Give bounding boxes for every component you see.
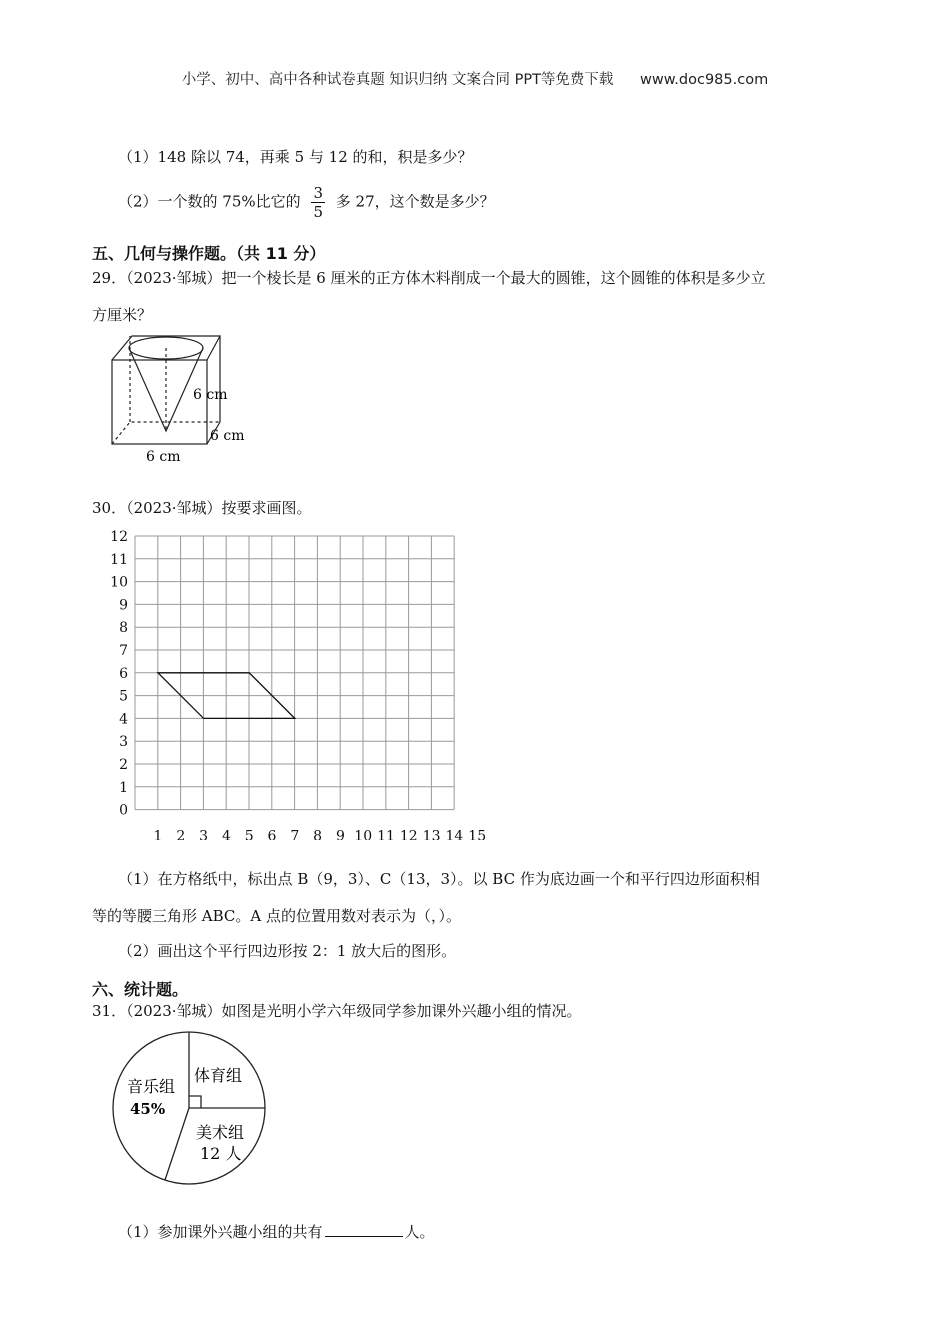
y-label: 10 [110, 574, 128, 591]
cube-hidden-edges [112, 422, 220, 444]
pie-chart [108, 1030, 273, 1190]
y-label: 6 [119, 665, 128, 682]
q28-part2 [118, 184, 495, 221]
y-label: 5 [119, 688, 128, 705]
x-label: 6 [267, 828, 277, 840]
x-label: 5 [244, 828, 254, 840]
q31-line1: 31．（2023·邹城）如图是光明小学六年级同学参加课外兴趣小组的情况。 [92, 1002, 582, 1020]
y-label: 2 [119, 757, 128, 773]
y-label: 12 [110, 529, 128, 545]
section-title-statistics: 六、统计题。 [92, 980, 189, 999]
q31-part1-after: 人。 [404, 1223, 435, 1241]
x-label: 1 [153, 828, 163, 840]
x-label: 2 [176, 828, 186, 840]
fraction-denominator: 5 [313, 203, 323, 221]
q31-part1-before: （1）参加课外兴趣小组的共有 [118, 1223, 323, 1241]
x-label: 8 [313, 828, 323, 840]
x-label: 7 [290, 828, 300, 840]
y-label: 8 [119, 620, 128, 637]
y-label: 9 [119, 597, 128, 614]
x-label: 15 [468, 828, 487, 840]
y-label: 11 [110, 551, 128, 568]
x-label: 4 [221, 828, 231, 840]
label-height: 6 cm [193, 387, 228, 403]
music-label: 音乐组 [127, 1077, 176, 1096]
cube-cone-figure [100, 330, 260, 470]
section-title-geometry: 五、几何与操作题。（共 11 分） [92, 244, 326, 263]
x-label: 9 [335, 828, 345, 840]
grid-paper[interactable] [100, 524, 500, 840]
x-axis-labels [154, 829, 487, 840]
page-header [0, 68, 950, 89]
y-label: 3 [119, 734, 128, 751]
label-width: 6 cm [146, 449, 181, 465]
x-label: 10 [354, 828, 373, 840]
header-title: 小学、初中、高中各种试卷真题 知识归纳 文案合同 PPT等免费下载 [181, 72, 614, 88]
y-axis-labels [110, 529, 128, 819]
sports-label: 体育组 [194, 1066, 243, 1085]
answer-blank[interactable] [325, 1220, 403, 1237]
y-label: 4 [119, 711, 128, 728]
music-percent: 45% [130, 1100, 166, 1118]
right-angle-mark [189, 1096, 201, 1108]
fraction [311, 184, 325, 221]
pie-divider-bottom [165, 1108, 189, 1180]
q31-part1 [118, 1220, 435, 1243]
y-label: 0 [119, 802, 128, 819]
x-label: 3 [199, 828, 209, 840]
q28-part2-after: 多 27，这个数是多少？ [335, 192, 495, 211]
q28-part2-before: （2）一个数的 75%比它的 [118, 192, 301, 211]
header-url[interactable]: www.doc985.com [640, 72, 769, 88]
q30-part1-line2: 等的等腰三角形 ABC。A 点的位置用数对表示为（，）。 [92, 907, 461, 925]
q30-line1: 30．（2023·邹城）按要求画图。 [92, 499, 312, 517]
q30-part1-line1: （1）在方格纸中，标出点 B（9，3）、C（13，3）。以 BC 作为底边画一个和平行四边形面积相 [118, 870, 760, 888]
x-label: 13 [422, 828, 441, 840]
x-label: 11 [377, 828, 395, 840]
q30-part2: （2）画出这个平行四边形按 2：1 放大后的图形。 [118, 942, 457, 960]
label-depth: 6 cm [210, 428, 245, 444]
fraction-numerator: 3 [313, 184, 323, 202]
q28-part1: （1）148 除以 74，再乘 5 与 12 的和，积是多少？ [118, 148, 473, 166]
art-label: 美术组 [196, 1123, 245, 1142]
x-label: 14 [445, 828, 464, 840]
q29-line1: 29．（2023·邹城）把一个棱长是 6 厘米的正方体木料削成一个最大的圆锥，这个圆锥的体积是多少立 [92, 269, 766, 287]
y-label: 1 [119, 779, 128, 796]
q29-line2: 方厘米？ [92, 306, 153, 324]
y-label: 7 [119, 643, 128, 659]
art-count: 12 人 [200, 1144, 242, 1163]
x-label: 12 [399, 828, 418, 840]
